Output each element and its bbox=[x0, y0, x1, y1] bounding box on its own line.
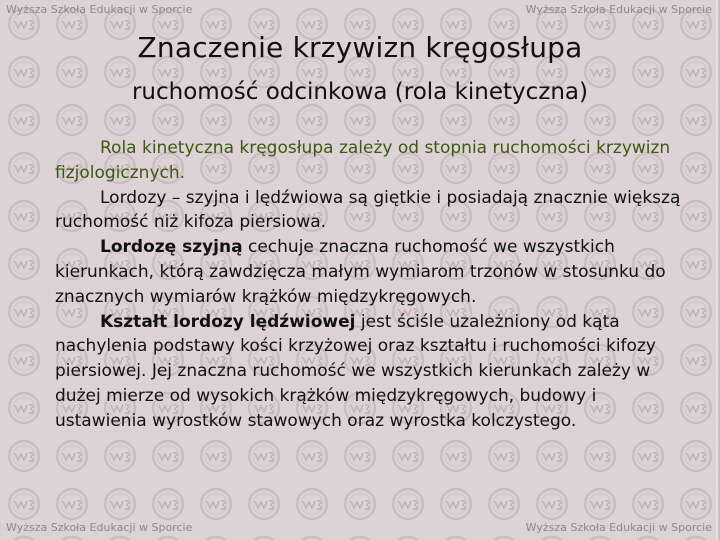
header-school-name-left: Wyższa Szkoła Edukacji w Sporcie bbox=[6, 3, 193, 16]
slide-subtitle: ruchomość odcinkowa (rola kinetyczna) bbox=[131, 79, 589, 105]
paragraph-lordoses: Lordozy – szyjna i lędźwiowa są giętkie i posiadają znacznie większą ruchomość niż kifoza piersiowa. bbox=[55, 187, 681, 233]
slide-body bbox=[55, 136, 691, 434]
term-cervical-lordosis: Lordozę szyjną bbox=[100, 237, 243, 258]
footer-school-name-left: Wyższa Szkoła Edukacji w Sporcie bbox=[6, 521, 193, 534]
footer-school-name-right: Wyższa Szkoła Edukacji w Sporcie bbox=[525, 521, 712, 534]
text-lumbar-lordosis: jest ściśle uzależniony od kąta nachylenia podstawy kości krzyżowej oraz kształtu i ruchomości kifozy piersiowej. Jej znaczna ruchomość we wszystkich kierunkach zależy w dużej mierze od wysokich krążków międzykręgowych, budowy i ustawienia wyrostków stawowych oraz wyrostka kolczystego. bbox=[55, 311, 656, 431]
term-lumbar-lordosis: Kształt lordozy lędźwiowej bbox=[100, 311, 356, 332]
paragraph-kinetic-role: Rola kinetyczna kręgosłupa zależy od stopnia ruchomości krzywizn fizjologicznych. bbox=[55, 138, 671, 183]
slide-title: Znaczenie krzywizn kręgosłupa bbox=[137, 31, 583, 64]
header-school-name-right: Wyższa Szkoła Edukacji w Sporcie bbox=[525, 3, 712, 16]
slide-edge bbox=[716, 0, 720, 540]
paragraph-cervical-lordosis bbox=[55, 235, 691, 309]
text-cervical-lordosis: cechuje znaczna ruchomość we wszystkich kierunkach, którą zawdzięcza małym wymiarom trzonów w stosunku do znacznych wymiarów krążków międzykręgowych. bbox=[55, 237, 666, 307]
paragraph-lumbar-lordosis bbox=[55, 310, 691, 434]
